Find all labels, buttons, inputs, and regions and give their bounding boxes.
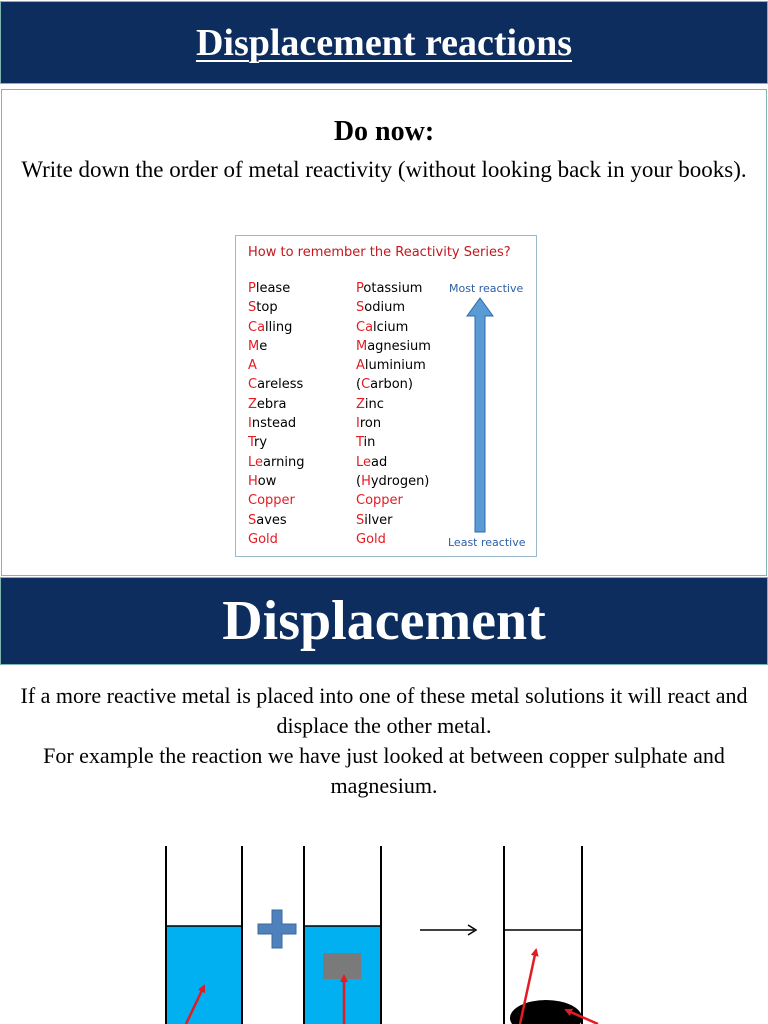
- mnemonic-rest: lease: [255, 281, 291, 296]
- metal-prefix: (: [356, 473, 362, 489]
- metal-name: [356, 356, 431, 375]
- metal-initial: Ca: [356, 319, 374, 335]
- reaction-arrow-icon: [420, 925, 476, 935]
- mnemonic-rest: e: [259, 338, 268, 354]
- metal-rest: luminium: [364, 358, 426, 374]
- metal-name: [356, 414, 431, 433]
- mnemonic-word: [248, 318, 304, 337]
- metal-initial: I: [356, 416, 360, 432]
- section-title: Displacement: [222, 590, 546, 652]
- do-now-panel: [1, 89, 767, 576]
- mnemonic-word: [248, 433, 304, 452]
- metal-prefix: (: [356, 377, 362, 393]
- metal-initial: H: [361, 473, 371, 489]
- title-banner: [0, 1, 768, 84]
- mnemonic-initial: T: [248, 435, 255, 451]
- mnemonic-initial: A: [248, 358, 257, 374]
- metal-name: [356, 298, 431, 317]
- plus-icon: [258, 910, 296, 948]
- metal-rest: inc: [364, 396, 384, 412]
- metal-initial: S: [356, 300, 365, 316]
- mnemonic-rest: nstead: [251, 416, 297, 432]
- mnemonic-initial: Le: [248, 454, 264, 470]
- mnemonic-rest: ry: [254, 435, 268, 451]
- metal-initial: Copper: [356, 493, 403, 509]
- mnemonic-word: [248, 491, 304, 510]
- mnemonic-rest: aves: [256, 512, 287, 528]
- metal-name: [356, 318, 431, 337]
- metal-rest: odium: [364, 300, 405, 316]
- metals-list: [356, 279, 431, 549]
- metal-initial: C: [361, 377, 371, 393]
- metal-name: [356, 530, 431, 549]
- metal-name: [356, 337, 431, 356]
- metal-name: [356, 491, 431, 510]
- metal-initial: A: [356, 358, 365, 374]
- mnemonic-rest: top: [256, 300, 278, 316]
- metal-initial: M: [356, 338, 368, 354]
- mnemonic-rest: ebra: [256, 396, 287, 412]
- metal-rest: ydrogen): [370, 473, 430, 489]
- metal-initial: T: [356, 435, 364, 451]
- mnemonic-list: [248, 279, 304, 549]
- test-tube-with-magnesium: [304, 846, 381, 1024]
- mnemonic-initial: M: [248, 338, 260, 354]
- mnemonic-initial: P: [248, 281, 256, 296]
- mnemonic-word: [248, 414, 304, 433]
- mnemonic-word: [248, 453, 304, 472]
- test-tube-after-reaction: [504, 846, 598, 1024]
- reactivity-arrow-icon: [465, 296, 495, 534]
- metal-initial: Le: [356, 454, 372, 470]
- mnemonic-rest: arning: [263, 454, 305, 470]
- mnemonic-rest: ow: [257, 473, 277, 489]
- metal-name: [356, 511, 431, 530]
- mnemonic-word: [248, 530, 304, 549]
- displacement-diagram: [0, 840, 768, 1024]
- section-banner: [0, 577, 768, 665]
- mnemonic-word: [248, 375, 304, 394]
- metal-rest: agnesium: [367, 338, 431, 354]
- mnemonic-initial: Z: [248, 396, 257, 412]
- do-now-heading: Do now:: [333, 116, 435, 147]
- mnemonic-word: [248, 337, 304, 356]
- mnemonic-initial: I: [248, 416, 252, 432]
- mnemonic-word: [248, 395, 304, 414]
- mnemonic-initial: S: [248, 512, 257, 528]
- mnemonic-word: [248, 298, 304, 317]
- metal-initial: P: [356, 281, 364, 296]
- metal-name: [356, 395, 431, 414]
- metal-name: [356, 453, 431, 472]
- metal-name: [356, 472, 431, 491]
- mnemonic-initial: S: [248, 300, 257, 316]
- mnemonic-initial: Ca: [248, 319, 266, 335]
- mnemonic-rest: areless: [257, 377, 304, 393]
- metal-rest: ad: [371, 454, 388, 470]
- metal-name: [356, 433, 431, 452]
- metal-initial: Z: [356, 396, 365, 412]
- mnemonic-word: [248, 279, 304, 298]
- metal-rest: ron: [359, 416, 382, 432]
- magnesium-strip: [323, 953, 361, 979]
- mnemonic-word: [248, 356, 304, 375]
- metal-rest: otassium: [363, 281, 423, 296]
- metal-initial: Gold: [356, 531, 386, 547]
- reactivity-series-card: [235, 235, 537, 557]
- metal-rest: arbon): [370, 377, 413, 393]
- metal-name: [356, 375, 431, 394]
- displacement-explanation: [10, 681, 758, 801]
- metal-initial: S: [356, 512, 365, 528]
- mnemonic-word: [248, 511, 304, 530]
- mnemonic-initial: C: [248, 377, 258, 393]
- metal-rest: ilver: [364, 512, 393, 528]
- mnemonic-initial: H: [248, 473, 258, 489]
- test-tube-copper-sulphate: [166, 846, 242, 1024]
- mnemonic-word: [248, 472, 304, 491]
- metal-rest: lcium: [373, 319, 409, 335]
- metal-rest: in: [363, 435, 376, 451]
- do-now-instruction: Write down the order of metal reactivity (without looking back in your books).: [21, 157, 747, 182]
- most-reactive-label: Most reactive: [449, 282, 524, 295]
- page-title: Displacement reactions: [195, 21, 573, 64]
- reactivity-series-title: How to remember the Reactivity Series?: [248, 245, 511, 260]
- metal-name: [356, 279, 431, 298]
- mnemonic-initial: Gold: [248, 531, 278, 547]
- mnemonic-rest: lling: [265, 319, 293, 335]
- example-paragraph: For example the reaction we have just looked at between copper sulphate and magnesium.: [43, 743, 725, 798]
- mnemonic-initial: Copper: [248, 493, 295, 509]
- least-reactive-label: Least reactive: [448, 536, 526, 549]
- explanation-paragraph: If a more reactive metal is placed into one of these metal solutions it will react and displace the other metal.: [20, 683, 748, 738]
